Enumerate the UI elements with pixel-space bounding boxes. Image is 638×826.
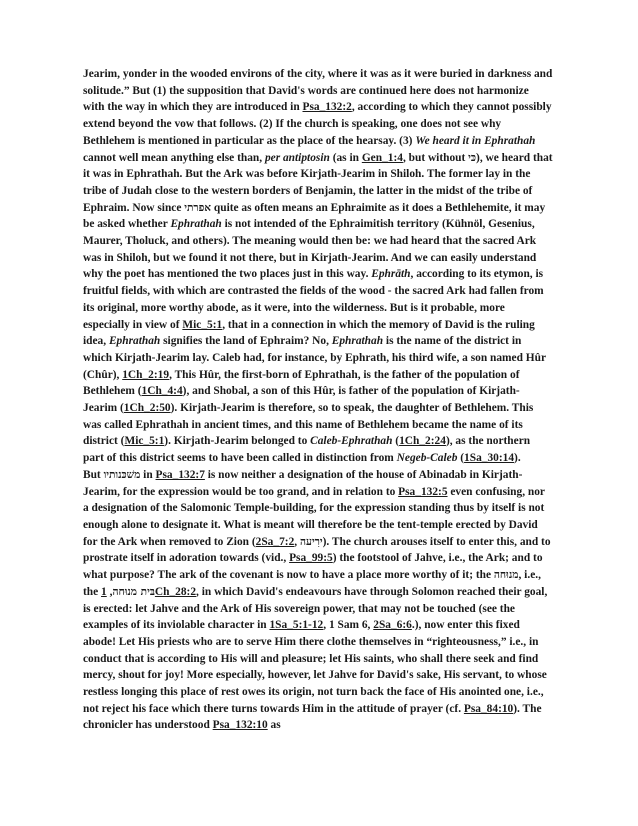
text-run: .), now enter this fixed abode! Let His priests who are to serve Him there clothe themselves in “righteousness,” i.e., in conduct that is according to His will and pleasure; let His saints, who shall there seek and find mercy, shout for joy! More especially, however, let Jahve for David's sake, His servant, to whose restless longing this place of rest owes its origin, not turn back the face of His anointed one, i.e., not reject his face which there turns towards Him in the attitude of prayer (cf.	[83, 619, 547, 715]
text-run: ). The chronicler has understood	[83, 702, 542, 732]
text-run: (	[392, 435, 400, 448]
text-run: ). The church arouses itself to enter this, and to prostrate itself in adoration towards (vid.,	[83, 535, 551, 565]
text-run: (	[457, 452, 465, 465]
scripture-reference-link[interactable]: Psa_132:2	[302, 101, 352, 114]
scripture-reference-link[interactable]: Ch_28:2	[154, 585, 197, 598]
italic-text: We heard it in Ephrathah	[415, 134, 536, 147]
italic-text: Negeb-Caleb	[396, 452, 458, 465]
hebrew-text: משׁכּנותיו	[103, 468, 141, 481]
scripture-reference-link[interactable]: 2Sa_6:6	[373, 619, 412, 632]
italic-text: Caleb-Ephrathah	[310, 435, 393, 448]
document-page	[83, 66, 553, 734]
text-run: is the name of the district in which Kirjath-Jearim lay. Caleb had, for instance, by Ephrath, his third wife, a son named Hûr (Chûr),	[83, 335, 546, 381]
text-run: ) the footstool of Jahve, i.e., the Ark; and to what purpose? The ark of the covenant is now to have a place more worthy of it; the	[83, 552, 543, 582]
text-run: , This Hûr, the first-born of Ephrathah, is the father of the population of Bethlehem (	[83, 368, 520, 398]
text-run: is now neither a designation of the house of Abinadab in Kirjath-Jearim, for the expression would be too grand, and in relation to	[83, 468, 523, 498]
text-run: is not intended of the Ephraimitish territory (Kühnöl, Gesenius, Maurer, Tholuck, and others). The meaning would then be: we had heard that the sacred Ark was in Shiloh, but we found it not there, but in Kirjath-Jearim. And we can easily understand why the poet has mentioned the two places just in this way.	[83, 218, 537, 281]
text-run: cannot well mean anything else than,	[83, 151, 265, 164]
text-run: , according to which they cannot possibly extend beyond the vow that follows. (2) If the church is speaking, one does not see why Bethlehem is mentioned in particular as the place of the hearsay. (3)	[83, 101, 552, 147]
text-run: ,	[106, 585, 113, 598]
text-run: ,	[294, 535, 300, 548]
italic-text: Ephrathah	[108, 335, 161, 348]
text-run: ).	[514, 452, 521, 465]
text-run: even confusing, nor a designation of the Salomonic Temple-building, for the expression standing thus by itself is not enough alone to designate it. What is meant will therefore be the tent-temple erected by David for the Ark when removed to Zion (	[83, 485, 545, 548]
scripture-reference-link[interactable]: Gen_1:4	[361, 151, 403, 164]
hebrew-text: אפרתי	[184, 201, 212, 214]
scripture-reference-link[interactable]: 1Sa_5:1-12	[269, 619, 324, 632]
scripture-reference-link[interactable]: 1Sa_30:14	[464, 452, 515, 465]
scripture-reference-link[interactable]: Psa_84:10	[463, 702, 514, 715]
text-run: , according to its etymon, is fruitful fields, with which are contrasted the fields of the wood - the sacred Ark had fallen from its original, more worthy abode, as it were, into the wilderness. But is it probable, more especially in view of	[83, 268, 544, 331]
italic-text: per antiptosin	[264, 151, 330, 164]
text-run: (as in	[329, 151, 362, 164]
scripture-reference-link[interactable]: Mic_5:1	[124, 435, 165, 448]
text-run: , that in a connection in which the memory of David is the ruling idea,	[83, 318, 535, 348]
scripture-reference-link[interactable]: Psa_99:5	[289, 552, 333, 565]
text-run: , in which David's endeavours have through Solomon reached their goal, is erected: let Jahve and the Ark of His sovereign power, that may not be touched (see the examples of its inviolable character in	[83, 585, 548, 632]
text-run: as	[267, 719, 281, 732]
scripture-reference-link[interactable]: Mic_5:1	[182, 318, 223, 331]
text-run: quite as often means an Ephraimite as it does a Bethlehemite, it may be asked whether	[83, 201, 546, 231]
text-run: ). Kirjath-Jearim is therefore, so to speak, the daughter of Bethlehem. This was called Ephrathah in ancient times, and this name of Bethlehem became the name of its district (	[83, 402, 534, 448]
text-run: , 1 Sam 6,	[323, 619, 374, 632]
scripture-reference-link[interactable]: 1Ch_2:24	[399, 435, 446, 448]
hebrew-text: מנוּחה	[493, 569, 519, 582]
text-run: But	[83, 468, 104, 481]
hebrew-text: ירִיעה	[299, 535, 323, 548]
text-run: signifies the land of Ephraim? No,	[160, 335, 332, 348]
scripture-reference-link[interactable]: 1Ch_2:50	[123, 402, 171, 415]
scripture-reference-link[interactable]: 2Sa_7:2	[255, 535, 295, 548]
text-run: ). Kirjath-Jearim belonged to	[164, 435, 311, 448]
text-run: ), and Shobal, a son of this Hûr, is father of the population of Kirjath-Jearim (	[83, 385, 520, 415]
text-run: , i.e., the	[83, 569, 541, 598]
paragraph-dwelling	[83, 467, 553, 734]
italic-text: Ephrathah	[170, 218, 222, 231]
text-run: ), as the northern part of this district seems to have been called in distinction from	[83, 435, 531, 465]
hebrew-text: בּית מנוּחה	[112, 585, 155, 598]
italic-text: Ephrāth	[371, 268, 411, 281]
text-run: ), we heard that it was in Ephrathah. But the Ark was before Kirjath-Jearim in Shiloh. The former lay in the tribe of Judah close to the western borders of Benjamin, the latter in the midst of the tribe of Ephraim. Now since	[83, 151, 553, 214]
paragraph-ephrathah	[83, 66, 553, 467]
scripture-reference-link[interactable]: Psa_132:5	[398, 485, 448, 498]
text-run: Jearim, yonder in the wooded environs of the city, where it was as it were buried in darkness and solitude.” But (1) the supposition that David's words are continued here does not harmonize with the way in which they are introduced in	[83, 68, 553, 114]
scripture-reference-link[interactable]: 1	[101, 585, 107, 598]
italic-text: Ephrathah	[331, 335, 384, 348]
text-run: , but without	[402, 151, 469, 164]
text-run: in	[140, 468, 156, 481]
scripture-reference-link[interactable]: 1Ch_4:4	[141, 385, 183, 398]
scripture-reference-link[interactable]: Psa_132:7	[155, 468, 205, 481]
scripture-reference-link[interactable]: 1Ch_2:19	[122, 368, 170, 381]
scripture-reference-link[interactable]: Psa_132:10	[212, 719, 268, 732]
hebrew-text: כּי	[468, 151, 477, 164]
